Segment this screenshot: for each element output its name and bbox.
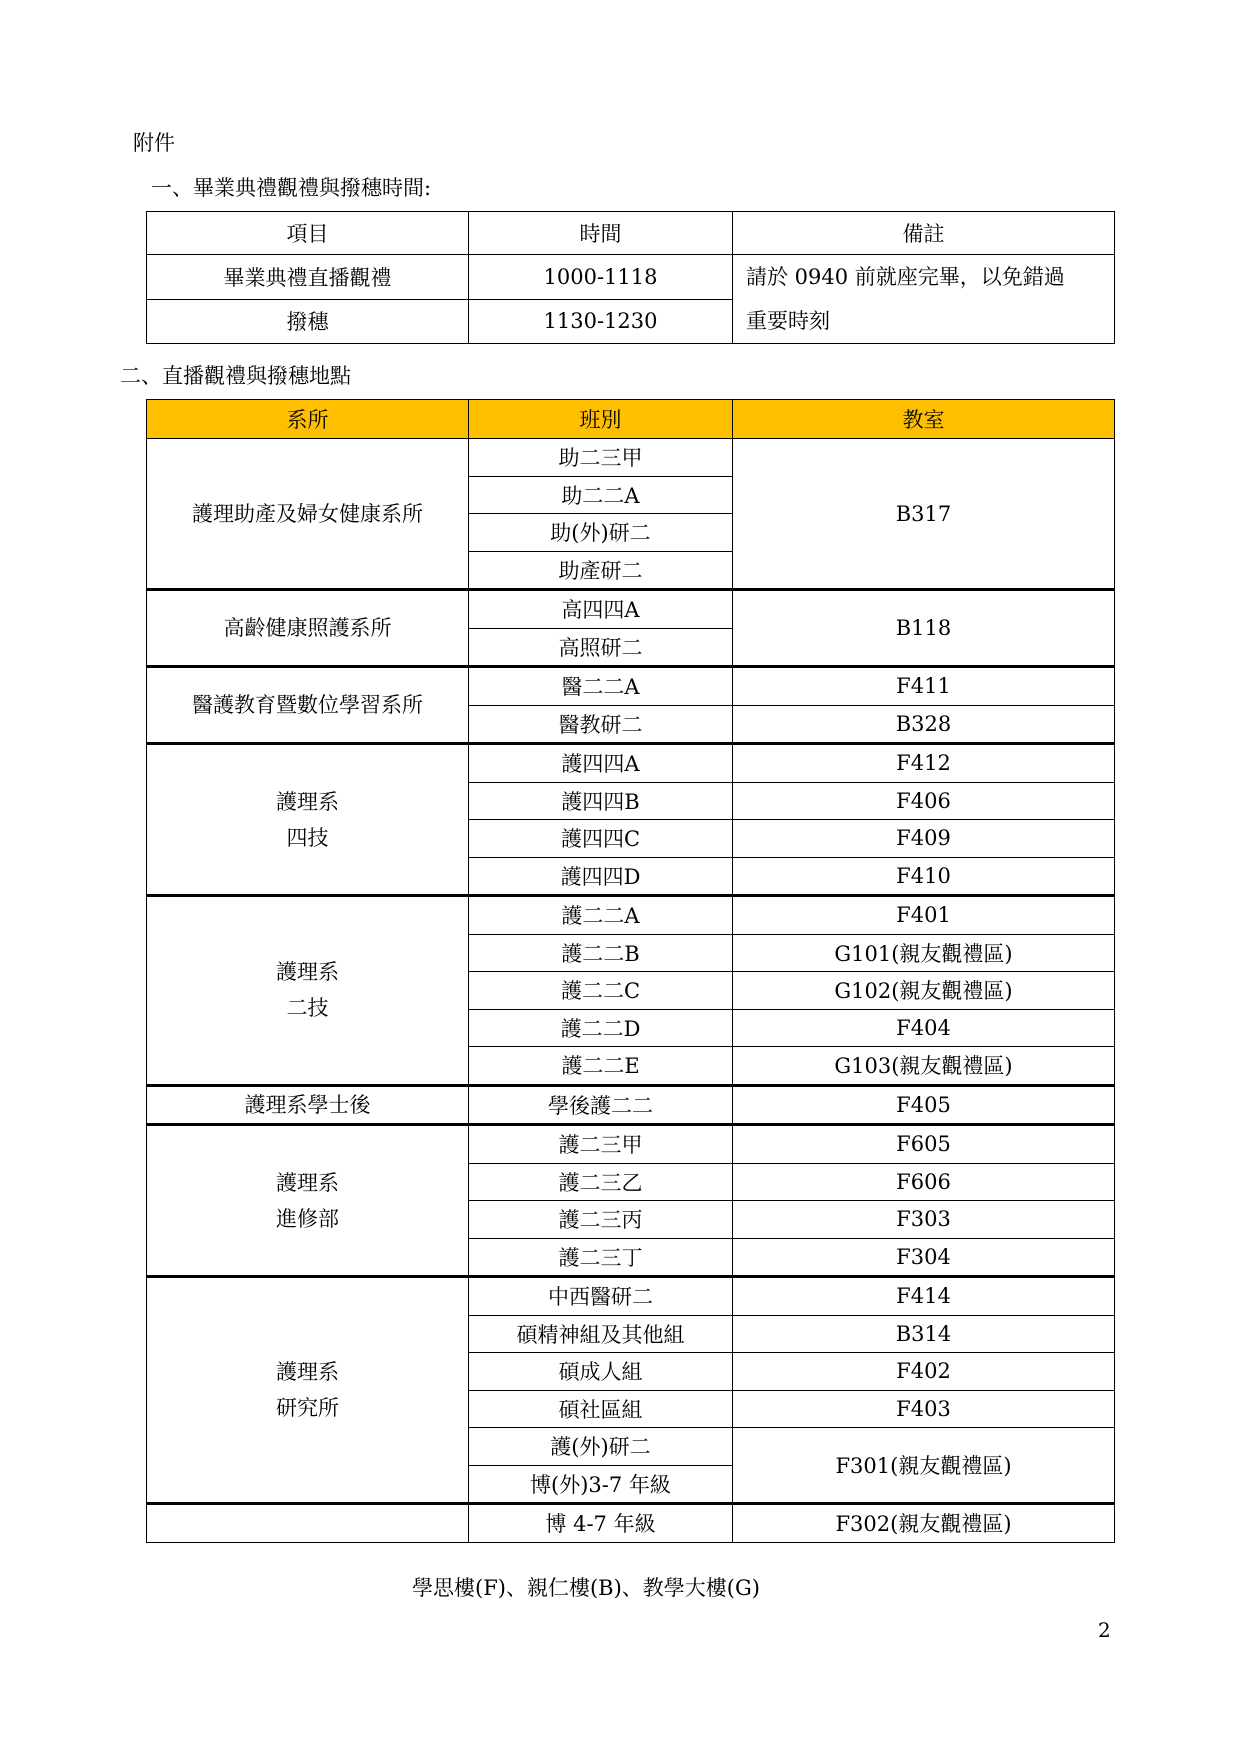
room-cell: F405 <box>733 1085 1115 1125</box>
dept-line: 進修部 <box>276 1206 339 1231</box>
class-cell: 護四四B <box>469 782 733 820</box>
header-item: 項目 <box>147 212 469 255</box>
header-time: 時間 <box>469 212 733 255</box>
class-cell: 博(外)3-7 年級 <box>469 1465 733 1504</box>
table-row <box>147 439 1115 477</box>
page-number: 2 <box>1098 1618 1111 1642</box>
buildings-note: 學思樓(F)、親仁樓(B)、教學大樓(G) <box>412 1576 760 1600</box>
room-cell: B118 <box>733 590 1115 667</box>
dept-line: 研究所 <box>276 1396 339 1420</box>
class-cell: 護二二D <box>469 1009 733 1047</box>
room-cell: F404 <box>733 1009 1115 1047</box>
class-cell: 助二三甲 <box>469 439 733 477</box>
table-row <box>147 255 1115 300</box>
class-cell: 護二三丁 <box>469 1238 733 1277</box>
class-cell: 護二二C <box>469 972 733 1010</box>
class-cell: 護二三乙 <box>469 1163 733 1201</box>
room-cell: F302(親友觀禮區) <box>733 1504 1115 1543</box>
class-cell: 中西醫研二 <box>469 1277 733 1316</box>
dept-cell <box>147 439 469 590</box>
room-cell: F304 <box>733 1238 1115 1277</box>
class-cell: 護(外)研二 <box>469 1428 733 1466</box>
note-line2: 重要時刻 <box>746 309 830 333</box>
table-row <box>147 590 1115 629</box>
class-cell: 護二三甲 <box>469 1125 733 1164</box>
class-cell: 醫二二A <box>469 667 733 706</box>
table-row <box>147 896 1115 935</box>
dept-line: 護理系 <box>276 789 339 814</box>
class-cell: 高照研二 <box>469 628 733 667</box>
room-cell: F410 <box>733 857 1115 896</box>
class-cell: 護四四C <box>469 820 733 858</box>
dept-line: 護理系 <box>276 960 339 985</box>
dept-cell <box>147 1125 469 1277</box>
item-cell: 畢業典禮直播觀禮 <box>147 255 469 300</box>
dept-cell <box>147 896 469 1086</box>
table-row <box>147 212 1115 255</box>
table-row <box>147 1125 1115 1164</box>
room-cell: B314 <box>733 1315 1115 1353</box>
table-row <box>147 1277 1115 1316</box>
dept-cell <box>147 590 469 667</box>
class-cell: 博 4-7 年級 <box>469 1504 733 1543</box>
dept-cell <box>147 667 469 744</box>
room-cell: G103(親友觀禮區) <box>733 1047 1115 1086</box>
time-cell: 1130-1230 <box>469 299 733 344</box>
header-note: 備註 <box>733 212 1115 255</box>
dept-line: 護理系 <box>276 1360 339 1384</box>
class-cell: 護二二E <box>469 1047 733 1086</box>
dept-line: 高齡健康照護系所 <box>223 616 392 640</box>
note-line1: 請於 0940 前就座完畢，以免錯過 <box>746 265 1065 289</box>
table-row <box>147 1085 1115 1125</box>
dept-cell <box>147 1277 469 1504</box>
room-cell: F402 <box>733 1353 1115 1391</box>
class-cell: 護二二A <box>469 896 733 935</box>
attachment-label: 附件 <box>133 131 175 155</box>
header-dept: 系所 <box>147 400 469 439</box>
class-cell: 護四四D <box>469 857 733 896</box>
dept-line: 護理系學士後 <box>244 1092 371 1117</box>
room-cell: F409 <box>733 820 1115 858</box>
location-table <box>146 399 1115 1543</box>
room-cell: F406 <box>733 782 1115 820</box>
table-row <box>147 744 1115 783</box>
room-cell: B328 <box>733 705 1115 744</box>
room-cell: F605 <box>733 1125 1115 1164</box>
class-cell: 學後護二二 <box>469 1085 733 1125</box>
room-cell: F414 <box>733 1277 1115 1316</box>
class-cell: 護四四A <box>469 744 733 783</box>
class-cell: 護二三丙 <box>469 1201 733 1239</box>
class-cell: 助(外)研二 <box>469 514 733 552</box>
class-cell: 碩社區組 <box>469 1390 733 1428</box>
time-cell: 1000-1118 <box>469 255 733 300</box>
class-cell: 醫教研二 <box>469 705 733 744</box>
room-cell: F401 <box>733 896 1115 935</box>
class-cell: 助二二A <box>469 476 733 514</box>
table-header-row <box>147 400 1115 439</box>
room-cell: F606 <box>733 1163 1115 1201</box>
class-cell: 助產研二 <box>469 551 733 590</box>
room-cell: B317 <box>733 439 1115 590</box>
item-cell: 撥穗 <box>147 299 469 344</box>
schedule-table <box>146 211 1115 344</box>
header-class: 班別 <box>469 400 733 439</box>
room-cell: F411 <box>733 667 1115 706</box>
dept-line: 四技 <box>286 825 329 850</box>
table-row <box>147 1504 1115 1543</box>
class-cell: 護二二B <box>469 934 733 972</box>
class-cell: 碩成人組 <box>469 1353 733 1391</box>
section2-heading: 二、直播觀禮與撥穗地點 <box>120 364 351 388</box>
class-cell: 高四四A <box>469 590 733 629</box>
dept-cell <box>147 1085 469 1125</box>
room-cell: F301(親友觀禮區) <box>733 1428 1115 1504</box>
dept-line: 護理系 <box>276 1170 339 1195</box>
room-cell: G101(親友觀禮區) <box>733 934 1115 972</box>
note-cell <box>733 255 1115 344</box>
dept-line: 二技 <box>286 996 329 1021</box>
dept-cell <box>147 1504 469 1543</box>
room-cell: F403 <box>733 1390 1115 1428</box>
room-cell: F303 <box>733 1201 1115 1239</box>
dept-line: 護理助產及婦女健康系所 <box>192 501 423 526</box>
header-room: 教室 <box>733 400 1115 439</box>
dept-cell <box>147 744 469 896</box>
room-cell: G102(親友觀禮區) <box>733 972 1115 1010</box>
class-cell: 碩精神組及其他組 <box>469 1315 733 1353</box>
room-cell: F412 <box>733 744 1115 783</box>
table-row <box>147 667 1115 706</box>
section1-heading: 一、畢業典禮觀禮與撥穗時間: <box>151 176 432 200</box>
dept-line: 醫護教育暨數位學習系所 <box>192 693 423 717</box>
